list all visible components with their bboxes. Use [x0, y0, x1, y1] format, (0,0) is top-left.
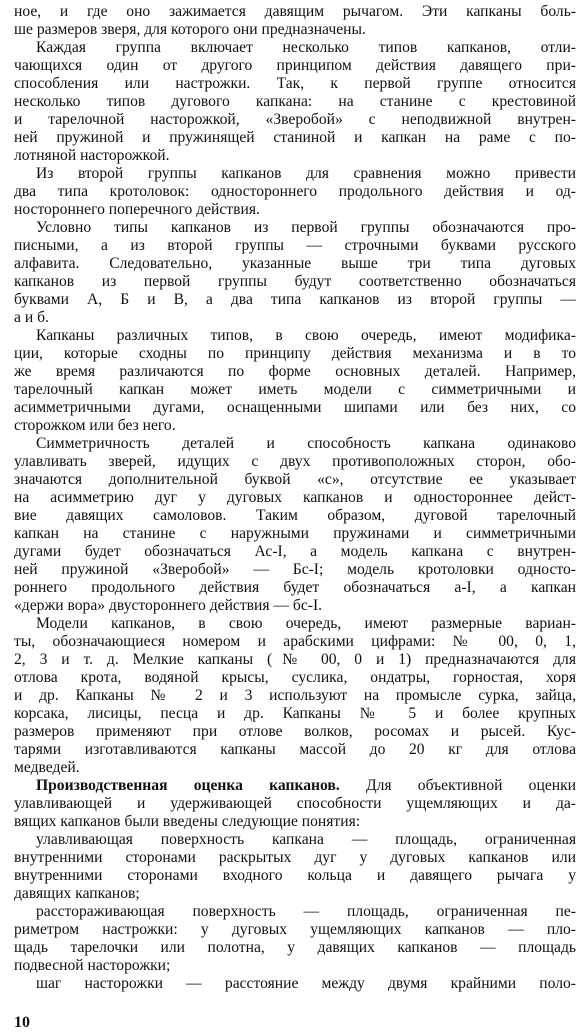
- text-line: улавливающая поверхность капкана — площадь, ограниченная: [36, 831, 576, 848]
- text-line: Симметричность деталей и способность капкана одинаково: [36, 435, 576, 452]
- text-line: давящих капканов;: [14, 885, 140, 902]
- text-line: отлова крота, водяной крысы, суслика, ондатры, горностая, хоря: [14, 669, 576, 686]
- text-line: щадь тарелочки или полотна, у давящих капканов — площадь: [14, 939, 576, 956]
- text-line: внутренними сторонами входного кольца и давящего рычага у: [14, 867, 576, 884]
- text-line: капкан на станине с наружными пружинами и симметричными: [14, 525, 576, 542]
- section-heading-continuation: Для объективной оценки: [339, 777, 576, 794]
- text-line: ты, обозначающиеся номером и арабскими цифрами: № 00, 0, 1,: [14, 633, 576, 650]
- text-line: и др. Капканы № 2 и 3 используют на промысле сурка, зайца,: [14, 687, 576, 704]
- text-line: капканов из первой группы будут соответственно обозначаться: [14, 273, 576, 290]
- text-line: ностороннего поперечного действия.: [14, 201, 260, 218]
- text-line: «держи вора» двустороннего действия — бс-I.: [14, 597, 323, 614]
- text-line: чающихся один от другого принципом действия давящего при-: [14, 57, 576, 74]
- text-line: на асимметрию дуг у дуговых капканов и одностороннее дейст-: [14, 489, 576, 506]
- text-line: Условно типы капканов из первой группы обозначаются про-: [36, 219, 576, 236]
- text-line: буквами А, Б и В, а два типа капканов из второй группы —: [14, 291, 576, 308]
- text-line: шаг насторожки — расстояние между двумя крайними поло-: [36, 975, 576, 992]
- text-line: лотняной насторожкой.: [14, 147, 170, 164]
- text-line: улавливать зверей, идущих с двух противоположных сторон, обо-: [14, 453, 576, 470]
- section-heading: Производственная оценка капканов.: [36, 777, 340, 794]
- text-line: тарями изготавливаются капканы массой до 20 кг для отлова: [14, 741, 576, 758]
- text-line: асимметричными дугами, оснащенными шипами или без них, со: [14, 399, 576, 416]
- text-line: Из второй группы капканов для сравнения можно привести: [36, 165, 576, 182]
- text-line: вие давящих самоловов. Таким образом, дуговой тарелочный: [14, 507, 576, 524]
- text-line: роннего продольного действия будет обозначаться а-I, а капкан: [14, 579, 576, 596]
- text-line: способления или настрожки. Так, к первой группе относится: [14, 75, 576, 92]
- section-heading-line: [14, 777, 576, 795]
- text-line: 2, 3 и т. д. Мелкие капканы (№ 00, 0 и 1) предназначаются для: [14, 651, 576, 668]
- text-line: ше размеров зверя, для которого они предназначены.: [14, 21, 366, 38]
- text-line: ции, которые сходны по принципу действия механизма и в то: [14, 345, 576, 362]
- text-line: тарелочный капкан может иметь модели с симметричными и: [14, 381, 576, 398]
- text-line: же время различаются по форме основных деталей. Например,: [14, 363, 576, 380]
- text-line: ней пружиной и пружинящей станиной и капкан на раме с по-: [14, 129, 576, 146]
- text-line: Модели капканов, в свою очередь, имеют размерные вариан-: [36, 615, 576, 632]
- text-line: внутренними сторонами раскрытых дуг у дуговых капканов или: [14, 849, 576, 866]
- body-text-block-1: [14, 3, 576, 777]
- text-line: размеров применяют при отлове волков, росомах и рысей. Кус-: [14, 723, 576, 740]
- text-line: ней пружиной «Зверобой» — Бс-I; модель кротоловки односто-: [14, 561, 576, 578]
- text-line: несколько типов дугового капкана: на станине с крестовиной: [14, 93, 576, 110]
- text-line: алфавита. Следовательно, указанные выше три типа дуговых: [14, 255, 576, 272]
- text-line: а и б.: [14, 309, 49, 326]
- text-line: и тарелочной насторожкой, «Зверобой» с неподвижной внутрен-: [14, 111, 576, 128]
- text-line: значаются дополнительной буквой «с», отсутствие ее указывает: [14, 471, 576, 488]
- text-line: подвесной насторожки;: [14, 957, 171, 974]
- page-number: 10: [14, 1014, 30, 1031]
- text-line: два типа кротоловок: одностороннего продольного действия и од-: [14, 183, 576, 200]
- text-line: ное, и где оно зажимается давящим рычагом. Эти капканы боль-: [14, 3, 576, 20]
- text-line: медведей.: [14, 759, 80, 776]
- text-line: расстораживающая поверхность — площадь, ограниченная пе-: [36, 903, 576, 920]
- text-line: вящих капканов были введены следующие понятия:: [14, 813, 361, 830]
- text-line: улавливающей и удерживающей способности ущемляющих и да-: [14, 795, 576, 812]
- text-line: сторожком или без него.: [14, 417, 176, 434]
- text-line: риметром настрожки: у дуговых ущемляющих капканов — пло-: [14, 921, 576, 938]
- text-line: писными, а из второй группы — строчными буквами русского: [14, 237, 576, 254]
- text-line: дугами будет обозначаться Ас-I, а модель капкана с внутрен-: [14, 543, 576, 560]
- text-line: Каждая группа включает несколько типов капканов, отли-: [36, 39, 576, 56]
- text-line: Капканы различных типов, в свою очередь, имеют модифика-: [36, 327, 576, 344]
- text-line: корсака, лисицы, песца и др. Капканы № 5 и более крупных: [14, 705, 576, 722]
- body-text-block-2: [14, 795, 576, 993]
